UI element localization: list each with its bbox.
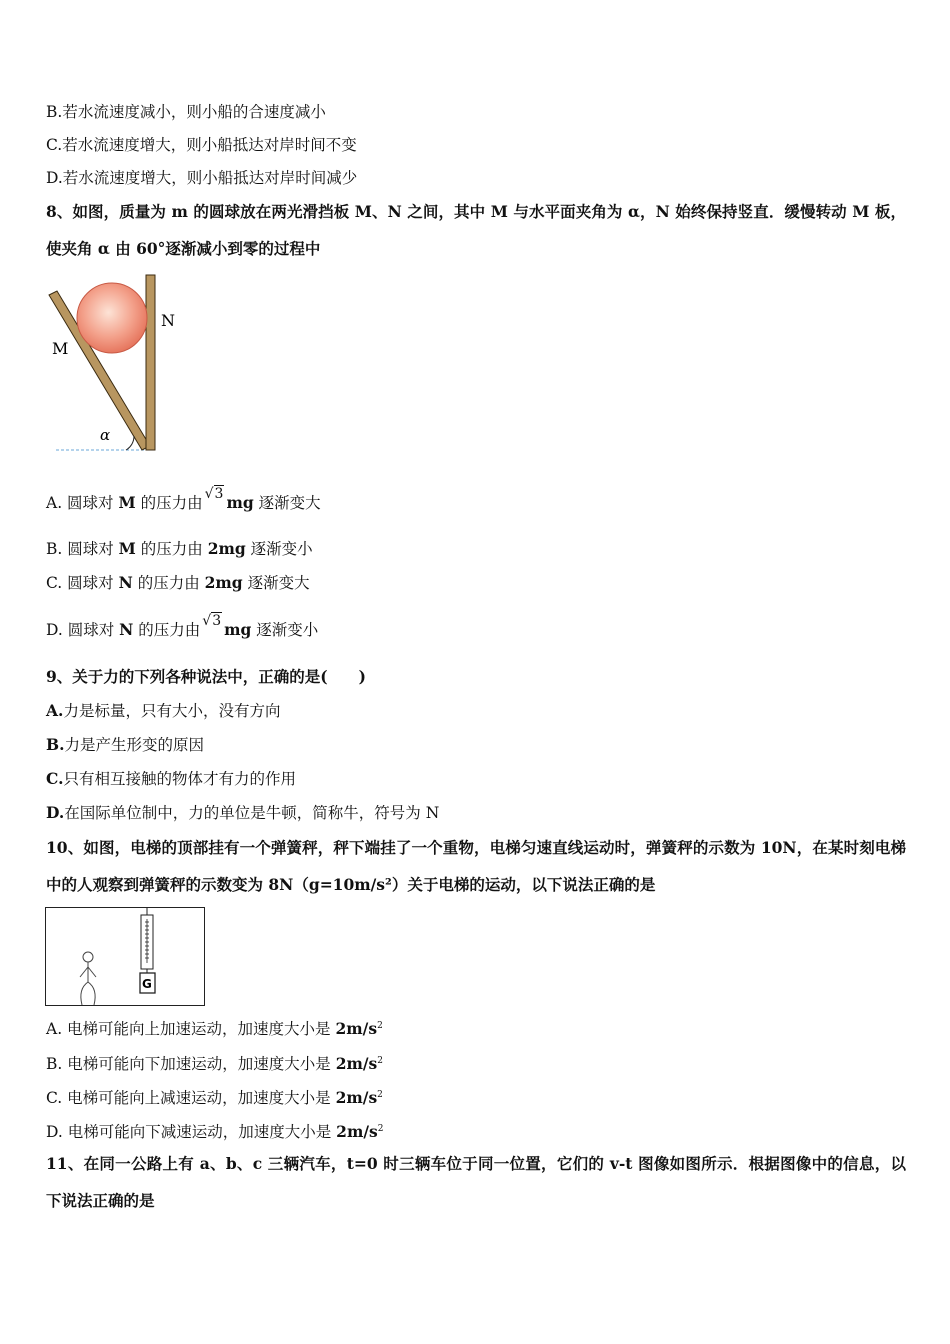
q8-option-b: B. 圆球对 M 的压力由 2mg 逐渐变小 (46, 539, 313, 558)
q8-stem: 8、如图，质量为 m 的圆球放在两光滑挡板 M、N 之间，其中 M 与水平面夹角为 α，N 始终保持竖直．缓慢转动 M 板，使夹角 α 由 60°逐渐减小到零的过程中 (46, 202, 906, 258)
q8-ball-diagram (46, 270, 196, 460)
q9-stem: 9、关于力的下列各种说法中，正确的是( ) (46, 667, 366, 686)
q10-weight-label: G (142, 977, 152, 991)
q10-elevator-diagram (45, 907, 206, 1008)
q10-stem: 10、如图，电梯的顶部挂有一个弹簧秤，秤下端挂了一个重物，电梯匀速直线运动时，弹簧秤的示数为 10N，在某时刻电梯中的人观察到弹簧秤的示数变为 8N（g=10m/s²）关于电梯的运动，以下说法正确的是 (46, 838, 906, 894)
q8-label-n: N (161, 311, 175, 330)
q8-label-m: M (52, 339, 69, 358)
q9-option-c: C.只有相互接触的物体才有力的作用 (46, 769, 296, 788)
q8-label-alpha: α (100, 426, 111, 444)
q8-option-a: A. 圆球对 M 的压力由 √3 mg 逐渐变大 (46, 492, 321, 515)
q8-ball (77, 283, 147, 353)
q7-option-b: B.若水流速度减小，则小船的合速度减小 (46, 103, 326, 121)
q11-stem: 11、在同一公路上有 a、b、c 三辆汽车，t=0 时三辆车位于同一位置，它们的 v-t 图像如图所示．根据图像中的信息，以下说法正确的是 (46, 1154, 906, 1210)
q9-option-a: A.力是标量，只有大小，没有方向 (46, 701, 281, 720)
sqrt-symbol: √3 (202, 613, 222, 629)
q9-option-d: D.在国际单位制中，力的单位是牛顿，简称牛，符号为 N (46, 803, 440, 822)
q9-option-b: B.力是产生形变的原因 (46, 735, 205, 754)
q8-option-c: C. 圆球对 N 的压力由 2mg 逐渐变大 (46, 573, 310, 592)
q10-option-c: C. 电梯可能向上减速运动，加速度大小是 $2m/s^2$ (46, 1088, 383, 1107)
sqrt-symbol: √3 (204, 486, 224, 502)
q7-option-d: D.若水流速度增大，则小船抵达对岸时间减少 (46, 169, 358, 187)
q8-angle-arc (126, 436, 134, 450)
q7-option-c: C.若水流速度增大，则小船抵达对岸时间不变 (46, 136, 357, 154)
q10-option-d: D. 电梯可能向下减速运动，加速度大小是 $2m/s^2$ (46, 1122, 384, 1141)
q8-board-n (146, 275, 155, 450)
q8-option-d: D. 圆球对 N 的压力由 √3 mg 逐渐变小 (46, 619, 318, 642)
q10-option-b: B. 电梯可能向下加速运动，加速度大小是 $2m/s^2$ (46, 1054, 383, 1073)
q10-elevator-box (46, 908, 205, 1006)
q10-option-a: A. 电梯可能向上加速运动，加速度大小是 $2m/s^2$ (46, 1019, 383, 1038)
